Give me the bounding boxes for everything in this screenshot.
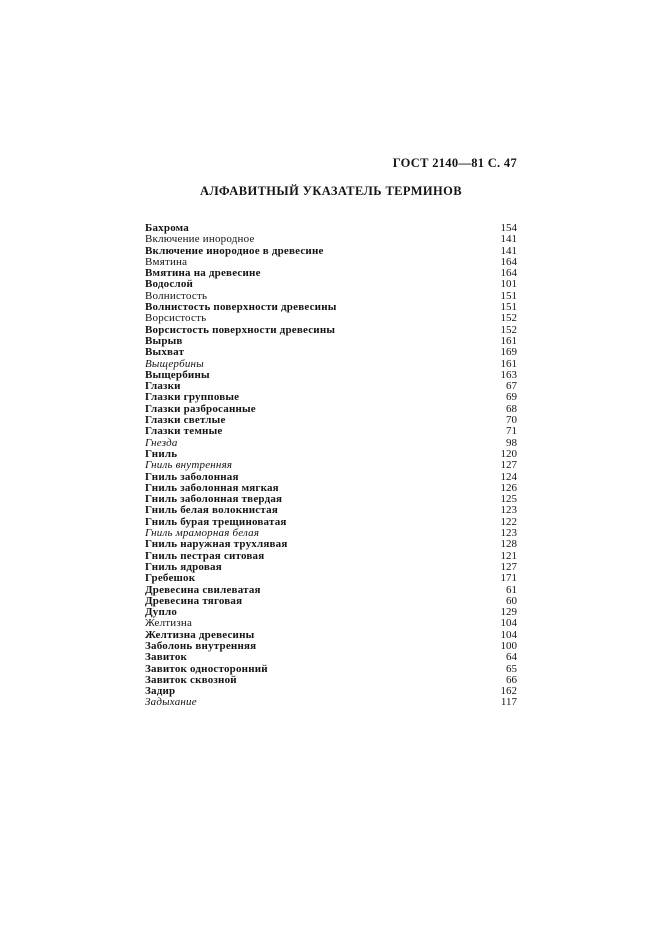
page-number: 125 [500,493,517,506]
page-number: 123 [500,527,517,540]
page-number: 141 [500,233,517,246]
term-label: Вмятина [145,255,188,268]
term-label: Волнистость [145,289,208,302]
page-number: 161 [500,357,517,370]
page-number: 101 [500,278,517,291]
page-number: 163 [500,368,517,381]
term-label: Гниль заболонная мягкая [145,481,279,494]
page-number: 164 [500,267,517,280]
term-label: Глазки групповые [145,391,240,404]
index-entry [145,347,517,358]
term-label: Желтизна древесины [145,628,255,641]
term-label: Желтизна [145,617,193,630]
page-number: 151 [500,301,517,314]
term-label: Гниль белая волокнистая [145,504,278,517]
index-entry [145,562,517,573]
page-number: 100 [500,639,517,652]
term-label: Ворсистость [145,312,207,325]
page-number: 171 [500,572,517,585]
index-entry [145,596,517,607]
term-label: Выщербины [145,357,204,370]
term-label: Глазки [145,380,181,393]
page-number: 127 [500,560,517,573]
term-label: Завиток сквозной [145,673,237,686]
index-entry [145,336,517,347]
index-entry [145,641,517,652]
index-entry [145,573,517,584]
page-number: 104 [500,628,517,641]
term-label: Гниль заболонная твердая [145,493,283,506]
index-entry [145,686,517,697]
page-number: 64 [506,651,517,664]
index-entry [145,313,517,324]
index-entry [145,460,517,471]
index-entry [145,652,517,663]
page-number: 60 [506,594,517,607]
page-number: 104 [500,617,517,630]
term-label: Ворсистость поверхности древесины [145,323,336,336]
term-label: Древесина тяговая [145,594,243,607]
index-entry [145,246,517,257]
index-entry [145,539,517,550]
term-label: Гниль бурая трещиноватая [145,515,287,528]
page-number: 127 [500,459,517,472]
page-number: 98 [506,436,517,449]
page-number: 152 [500,312,517,325]
page-number: 120 [500,447,517,460]
term-label: Гниль наружная трухлявая [145,538,288,551]
page-number: 61 [506,583,517,596]
page-number: 161 [500,334,517,347]
index-entry [145,607,517,618]
term-label: Глазки светлые [145,414,226,427]
running-header: ГОСТ 2140—81 С. 47 [392,156,517,170]
index-entry [145,268,517,279]
index-entry [145,370,517,381]
term-label: Завиток [145,651,188,664]
term-label: Водослой [145,278,194,291]
term-label: Вмятина на древесине [145,267,261,280]
index-entry [145,675,517,686]
term-label: Гниль пестрая ситовая [145,549,265,562]
page-number: 128 [500,538,517,551]
term-label: Гниль заболонная [145,470,239,483]
index-entry [145,438,517,449]
term-label: Задир [145,685,176,698]
term-label: Древесина свилеватая [145,583,261,596]
page-title: АЛФАВИТНЫЙ УКАЗАТЕЛЬ ТЕРМИНОВ [199,184,463,198]
index-list [145,223,517,709]
page-number: 121 [500,549,517,562]
index-entry [145,618,517,629]
term-label: Выщербины [145,368,210,381]
index-entry [145,426,517,437]
page-number: 154 [500,222,517,234]
term-label: Завиток односторонний [145,662,268,675]
page-number: 169 [500,346,517,359]
term-label: Выхват [145,346,185,359]
term-label: Бахрома [145,222,189,234]
term-label: Дупло [145,606,178,619]
page-number: 71 [506,425,517,438]
term-label: Заболонь внутренняя [145,639,257,652]
term-label: Включение инородное в древесине [145,244,324,257]
page-number: 69 [506,391,517,404]
term-label: Вырыв [145,334,183,347]
page-number: 122 [500,515,517,528]
page-number: 151 [500,289,517,302]
page-number: 126 [500,481,517,494]
term-label: Гниль мраморная белая [145,527,260,540]
term-label: Глазки темные [145,425,223,438]
term-label: Задыхание [145,696,197,709]
term-label: Глазки разбросанные [145,402,256,415]
page-number: 164 [500,255,517,268]
page-number: 65 [506,662,517,675]
page-number: 117 [500,696,517,709]
page-number: 68 [506,402,517,415]
term-label: Волнистость поверхности древесины [145,301,337,314]
index-entry [145,697,517,708]
page-number: 162 [500,685,517,698]
term-label: Гниль ядровая [145,560,222,573]
page-number: 70 [506,414,517,427]
index-entry [145,325,517,336]
page-number: 152 [500,323,517,336]
term-label: Гниль [145,447,178,460]
page-number: 66 [506,673,517,686]
page-number: 129 [500,606,517,619]
page-number: 124 [500,470,517,483]
page-number: 123 [500,504,517,517]
page-number: 67 [506,380,517,393]
term-label: Гнезда [145,436,178,449]
term-label: Гребешок [145,572,196,585]
index-entry [145,234,517,245]
page-number: 141 [500,244,517,257]
term-label: Включение инородное [145,233,255,246]
term-label: Гниль внутренняя [145,459,233,472]
